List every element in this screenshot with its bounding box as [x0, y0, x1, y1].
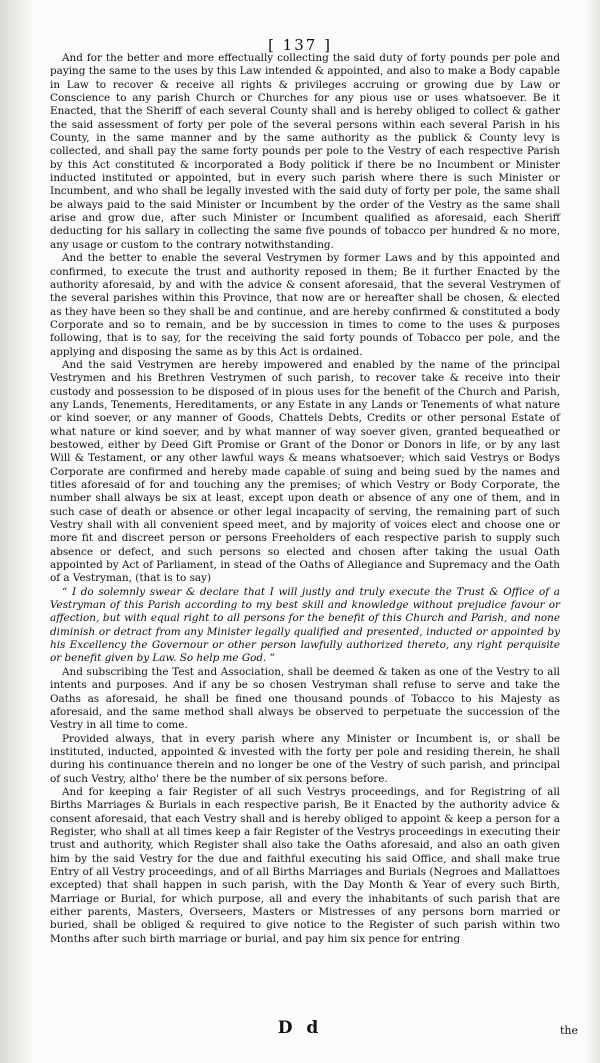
paragraph: Provided always, that in every parish where any Minister or Incumbent is, or shall be instituted, inducted, appointed & invested with the forty per pole and residing therein, he shall during his continuance therein and no longer be one of the Vestry of such parish, and principal of such Vestry, altho' there be the number of six persons before.: [50, 732, 560, 785]
signature-mark: D d: [277, 1018, 323, 1038]
catchword: the: [559, 1024, 578, 1037]
edge-shadow: [586, 0, 600, 1063]
body-text: [50, 52, 560, 946]
paragraph: And the better to enable the several Vestrymen by former Laws and by this appointed and confirmed, to execute the trust and authority reposed in them; Be it further Enacted by the authority aforesaid, by and with the advice & consent aforesaid, that the several Vestrymen of the several parishes within this Province, that now are or hereafter shall be chosen, & elected as they have been so they shall be and continue, and are hereby confirmed & constituted a body Corporate and so to remain, and be by succession in times to come to the uses & purposes following, that is to say, for the receiving the said forty pounds of Tobacco per pole, and the applying and disposing the same as by this Act is ordained.: [50, 252, 560, 358]
paragraph: And the said Vestrymen are hereby impowered and enabled by the name of the principal Vestrymen and his Brethren Vestrymen of such parish, to recover take & receive into their custody and possession to be disposed of in pious uses for the benefit of the Church and Parish, any Lands, Tenements, Hereditaments, or any Estate in any Lands or Tenements of what nature or kind soever, or any manner of Goods, Chattels Debts, Credits or other personal Estate of what nature or kind soever, and by what manner of way soever given, granted bequeathed or bestowed, either by Deed Gift Promise or Grant of the Donor or Donors in life, or by any last Will & Testament, or any other lawful ways & means whatsoever; which said Vestrys or Bodys Corporate are confirmed and hereby made capable of suing and being sued by the names and titles aforesaid of for and touching any the premises; of which Vestry or Body Corporate, the number shall always be six at least, except upon death or absence of any one of them, and in such case of death or absence or other legal incapacity of serving, the remaining part of such Vestry shall with all convenient speed meet, and by majority of voices elect and choose one or more fit and discreet person or persons Freeholders of each respective parish to supply such absence or defect, and such persons so elected and chosen after taking the usual Oath appointed by Act of Parliament, in stead of the Oaths of Allegiance and Supremacy and the Oath of a Vestryman, (that is to say): [50, 358, 560, 585]
page-number: [ 137 ]: [268, 36, 332, 54]
paragraph: And for keeping a fair Register of all such Vestrys proceedings, and for Registring of all Births Marriages & Burials in each respective parish, Be it Enacted by the authority advice & consent aforesaid, that each Vestry shall and is hereby obliged to appoint & keep a person for a Register, who shall at all times keep a fair Register of the Vestrys proceedings in executing their trust and authority, which Register shall also take the Oaths aforesaid, and also an oath given him by the said Vestry for the due and faithful executing his said Office, and shall make true Entry of all Vestry proceedings, and of all Births Marriages and Burials (Negroes and Mallattoes excepted) that shall happen in such parish, with the Day Month & Year of every such Birth, Marriage or Burial, for which purpose, all and every the inhabitants of such parish that are either parents, Masters, Overseers, Masters or Mistresses of any persons born married or buried, shall be obliged & required to give notice to the Register of such parish within two Months after such birth marriage or burial, and pay him six pence for entring: [50, 785, 560, 945]
paragraph: And for the better and more effectually collecting the said duty of forty pounds per pole and paying the same to the uses by this Law intended & appointed, and also to make a Body capable in Law to recover & receive all rights & privileges accruing or growing due by Law or Conscience to any parish Church or Churches for any pious use or uses whatsoever. Be it Enacted, that the Sheriff of each several County shall and is hereby obliged to collect & gather the said assessment of forty per pole of the several persons within each several Parish in his County, in the same manner and by the same authority as the publick & County levy is collected, and shall pay the same forty pounds per pole to the Vestry of each respective Parish by this Act constituted & incorporated a Body politick if there be no Incumbent or Minister inducted instituted or appointed, but in every such parish where there is such Minister or Incumbent, and who shall be legally invested with the said duty of forty per pole, the same shall be always paid to the said Minister or Incumbent by the order of the Vestry as the same shall arise and grow due, after such Minister or Incumbent qualified as aforesaid, each Sheriff deducting for his sallary in collecting the same five pounds of tobacco per hundred & no more, any usage or custom to the contrary notwithstanding.: [50, 52, 560, 251]
paragraph: And subscribing the Test and Association, shall be deemed & taken as one of the Vestry to all intents and purposes. And if any be so chosen Vestryman shall refuse to serve and take the Oaths as aforesaid, he shall be fined one thousand pounds of Tobacco to his Majesty as aforesaid, and the same method shall always be observed to perpetuate the succession of the Vestry in all time to come.: [50, 665, 560, 732]
vestryman-oath: “ I do solemnly swear & declare that I will justly and truly execute the Trust & Office of a Vestryman of this Parish according to my best skill and knowledge without prejudice favour or affection, but with equal right to all persons for the benefit of this Church and Parish, and none diminish or detract from any Minister legally qualified and presented, inducted or appointed by his Excellency the Governour or other person lawfully authorized thereto, any right perquisite or benefit given by Law. So help me God. ”: [50, 585, 560, 665]
gutter-shadow: [0, 0, 34, 1063]
